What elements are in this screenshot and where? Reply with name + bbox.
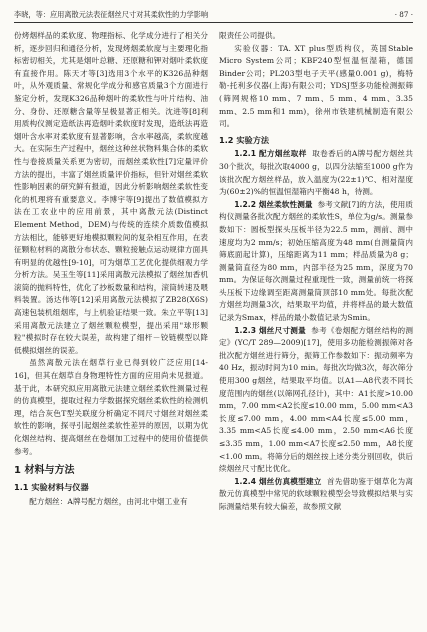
left-column [14, 30, 208, 508]
section-1-2-2-heading: 1.2.2 烟丝柔软性测量 [234, 199, 313, 209]
size-text: 参考《卷烟配方烟丝结构的测定》(YC/T 289—2009)[17]，使用多功能检测振筛对各批次配方烟丝进行筛分，振筛工作参数如下：振动频率为40 Hz，振动时间为10 min。每批次均做3次，每次筛分使用300 g烟丝，结果取平均值。以A1—A8代表不同长度范围内的烟丝(以筛网孔径计)，其中：A1长度>10.00 mm，7.00 mm<A2长度≤10.00 mm，5.00 mm<A3长度≤7.00 mm，4.00 mm<A4长度≤5.00 mm，3.35 mm<A5长度≤4.00 mm，2.50 mm<A6长度≤3.35 mm，1.00 mm<A7长度≤2.50 mm，A8长度<1.00 mm。将筛分后的烟丝按上述分类分别回收，供后续烟丝尺寸配比优化。 [219, 325, 413, 474]
model-text: 首先借助鉴于烟草化为离散元仿真模型中常见的软球颗粒模型会导致模拟结果与实际测量结果有较大偏差，故参照文献 [219, 476, 413, 511]
size-paragraph [219, 325, 413, 476]
section-1-2-3-heading: 1.2.3 烟丝尺寸测量 [234, 325, 306, 335]
section-1-heading: 1 材料与方法 [14, 465, 75, 477]
softness-text: 参考文献[7]的方法，使用质构仪测量各批次配方烟丝的柔软性S，单位为g/s。测量参数如下：圆板型探头压板半径为22.5 mm，测前、测中速度均为2 mm/s；初始压缩高度为48 mm(自测量筒内筛底面起计算)，压缩距离为11 mm；样品质量为8 g；测量筒直径为80 mm，内部半径为25 mm，深度为70 mm。为保证每次测量过程重现性一致，测量前统一将探头压板下边缘调至距离测量筒顶部10 mm处。每批次配方烟丝均测量3次，结果取平均值，并将样品的最大数值记录为Smax，样品的最小数值记录为Smin。 [219, 199, 413, 323]
intro-paragraph-1: 份烤烟样品的柔软度、物理指标、化学成分进行了相关分析，逐步回归和通径分析，发现烤烟柔软度与主要理化指标密切相关，尤其是烟叶总糖、还原糖和钾对烟叶柔软度有直接作用。陈天才等[3]选用3个水平的K326品种烟叶，从外观质量、常规化学成分和感官质量3个方面进行鉴定分析，发现K326品种烟叶的柔软性与叶片结构、油分、身份、还原糖含量等呈极显著正相关。沈进等[8]利用质构仪测定造纸法再造烟叶柔软度时发现，造纸法再造烟叶含水率对柔软度有显著影响，含水率越高，柔软度越大。在实际生产过程中，烟丝这种丝状物料集合体的柔软性与卷接质量关系更为密切，而烟丝柔软性[7]定量评价方法的提出，丰富了烟丝质量评价指标，但针对烟丝柔软性影响因素的研究鲜有报道，因此分析影响烟丝柔软性变化的机理将有重要意义。李博宇等[9]提出了数值模拟方法在工农业中的应用前景，其中离散元法(Distinct Element Method，DEM)与传统的连续介质数值模拟方法相比，能够更好地模拟颗粒间的复杂相互作用，在表征颗粒材料的离散分布状态、颗粒接触点运动规律方面具有明显的优越性[9-10]，可为烟草工艺优化提供细观力学分析方法。吴玉生等[11]采用离散元法模拟了烟丝加香机滚筒的抛料特性，优化了抄板数量和结构，滚筒转速及喂料装置。汤达伟等[12]采用离散元法模拟了ZB28(X6S)高速包装机组烟库，与上机验证结果一致。朱立平等[13]采用离散元法建立了烟丝颗粒模型，提出采用"球形颗粒"模拟时存在较大误差，故构建了细杆－铰链模型以降低模拟烟丝的误差。 [14, 31, 208, 355]
sampling-paragraph [219, 148, 413, 198]
intro-paragraph-2: 虽然离散元法在烟草行业已得到较广泛应用[14-16]，但其在烟草自身物理特性方面的应用尚未见报道。基于此，本研究拟应用离散元法建立烟丝柔软性测量过程的仿真模型，提取过程力学数据探究烟丝柔软性的检测机理，结合灰色T型关联度分析确定不同尺寸烟丝对烟丝柔软性的影响，探寻引起烟丝柔软性差异的原因，以期为优化烟丝结构、提高烟丝在卷烟加工过程中的使用价值提供参考。 [14, 358, 208, 456]
materials-paragraph: 配方烟丝：A牌号配方烟丝，由河北中烟工业有 [29, 496, 188, 506]
right-column [219, 30, 413, 514]
running-title: 李晓，等：应用离散元法表征烟丝尺寸对其柔软性的力学影响 [14, 10, 209, 19]
sampling-text: 取卷香后的A牌号配方烟丝共30个批次，每批次取4000 g，以四分法缩至1000 g作为该批次配方烟丝样品，放入温度为(22±1)℃、相对湿度为(60±2)%的恒温恒湿箱内平衡48 h，待测。 [219, 149, 413, 197]
materials-continued: 限责任公司提供。 [219, 31, 281, 40]
section-1-2-1-heading: 1.2.1 配方烟丝取样 [234, 149, 307, 159]
section-1-2-4-heading: 1.2.4 烟丝仿真模型建立 [234, 476, 322, 486]
softness-paragraph [219, 199, 413, 325]
model-paragraph [219, 476, 413, 514]
instruments-paragraph: 实验仪器：TA. XT plus型质构仪，英国Stable Micro System公司；KBF240型恒温恒湿箱，德国Binder公司；PL203型电子天平(感量0.001 g)，梅特勒-托利多仪器(上海)有限公司；YDSJ型多功能检测振筛(筛网规格10 mm、7 mm、5 mm、4 mm、3.35 mm、2.5 mm和1 mm)，徐州市铁建机械制造有限公司。 [219, 43, 413, 129]
section-1-1-heading: 1.1 实验材料与仪器 [14, 482, 89, 493]
running-header [14, 8, 413, 23]
page-number: · 87 · [394, 10, 413, 19]
section-1-2-heading: 1.2 实验方法 [219, 134, 270, 145]
